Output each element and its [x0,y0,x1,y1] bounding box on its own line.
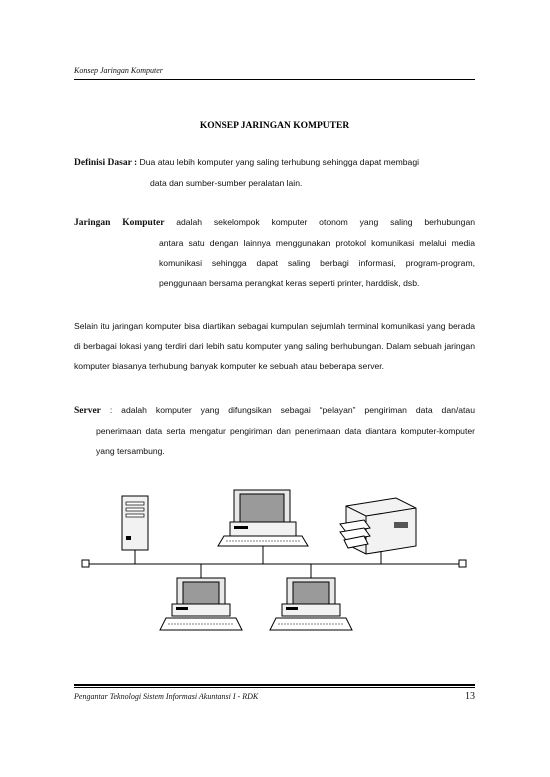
bus-terminator-right [459,560,466,567]
page-title: KONSEP JARINGAN KOMPUTER [199,121,350,131]
definition-term: Definisi Dasar : [74,158,138,168]
running-footer: Pengantar Teknologi Sistem Informasi Akuntansi I - RDK [74,692,259,701]
footer-rule-thin [74,687,475,688]
network-definition-paragraph [74,212,475,293]
server-tower-icon [122,496,148,564]
network-line-1: adalah sekelompok komputer otonom yang saling berhubungan [164,217,475,227]
definition-paragraph [74,152,475,193]
server-term: Server [74,406,101,416]
additional-paragraph: Selain itu jaringan komputer bisa diartikan sebagai kumpulan sejumlah terminal komunikasi yang berada di berbagai lokasi yang terdiri dari lebih satu komputer yang saling berhubungan. Dalam sebuah jaringan komputer biasanya terhubung banyak komputer ke sebuah atau beberapa server. [74,321,475,371]
network-term: Jaringan Komputer [74,218,165,228]
printer-icon [340,498,416,564]
network-diagram [74,478,475,653]
definition-line-1: Dua atau lebih komputer yang saling terhubung sehingga dapat membagi [137,157,420,167]
server-line-1: : adalah komputer yang difungsikan sebagai “pelayan” pengiriman data dan/atau [100,405,475,415]
server-definition-rest: penerimaan data serta mengatur pengiriman dan penerimaan data diantara komputer-komputer yang tersambung. [96,426,475,456]
definition-line-2: data dan sumber-sumber peralatan lain. [150,178,303,188]
workstation-top-icon [218,490,308,564]
bus-terminator-left [82,560,89,567]
workstation-bottom-left-icon [160,564,242,630]
page-number: 13 [465,691,475,702]
server-paragraph [74,400,475,461]
network-definition-rest: antara satu dengan lainnya menggunakan protokol komunikasi melalui media komunikasi sehingga dapat saling berbagi informasi, program-program, penggunaan bersama perangkat keras seperti printer, harddisk, dsb. [159,238,475,288]
footer-rule [74,684,475,686]
header-rule [74,79,475,80]
running-header: Konsep Jaringan Komputer [74,66,163,75]
workstation-bottom-right-icon [270,564,352,630]
